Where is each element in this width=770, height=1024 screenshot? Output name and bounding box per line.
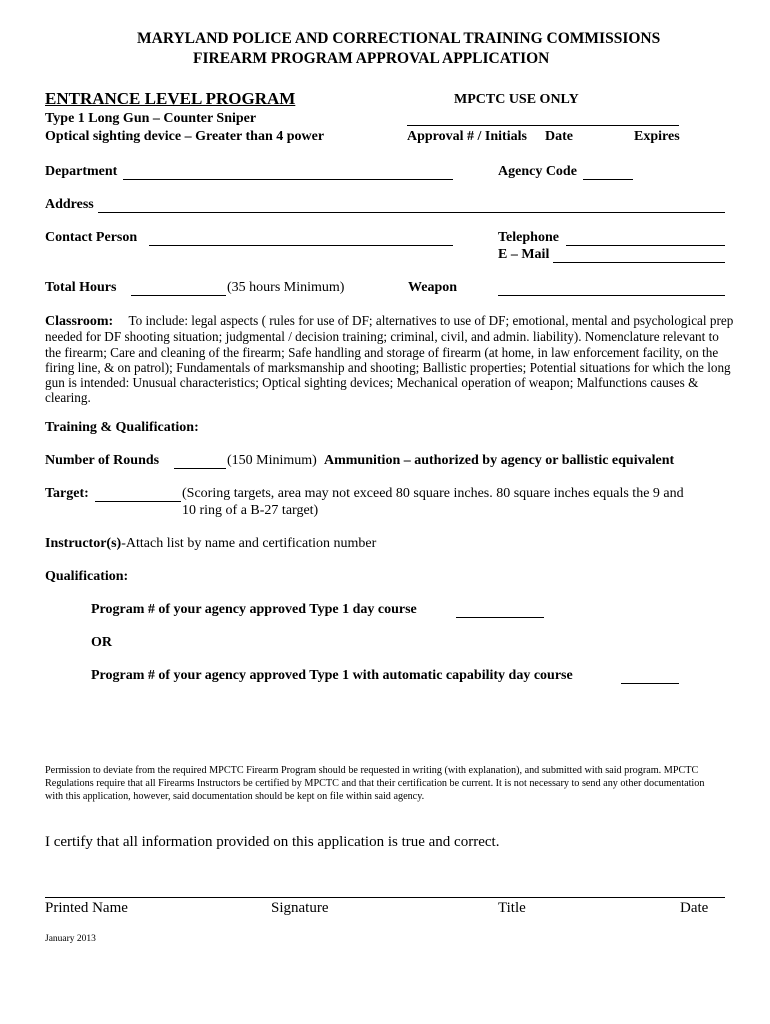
agency-code-label: Agency Code [498,164,577,179]
classroom-label: Classroom: [45,314,114,329]
agency-code-field[interactable] [583,179,633,180]
contact-person-label: Contact Person [45,230,138,245]
target-field[interactable] [95,501,181,502]
header-line-1: MARYLAND POLICE AND CORRECTIONAL TRAINING COMMISSIONS [137,30,661,47]
instructor-text: -Attach list by name and certification number [121,536,377,551]
contact-person-field[interactable] [149,245,453,246]
target-description-1: (Scoring targets, area may not exceed 80 square inches. 80 square inches equals the 9 and [182,486,684,501]
signature-line[interactable] [45,897,725,898]
signature-label: Signature [271,900,329,916]
weapon-field[interactable] [498,295,725,296]
training-qualification-heading: Training & Qualification: [45,420,199,435]
qualification-option-1: Program # of your agency approved Type 1 day course [91,602,417,617]
certify-statement: I certify that all information provided on this application is true and correct. [45,834,500,850]
total-hours-label: Total Hours [45,280,117,295]
program-title: ENTRANCE LEVEL PROGRAM [45,89,296,108]
qualification-option-2-field[interactable] [621,683,679,684]
instructor-label: Instructor(s) [45,536,122,551]
mpctc-date-label: Date [545,129,573,144]
instructor-line [45,536,376,552]
address-field[interactable] [98,212,725,213]
total-hours-field[interactable] [131,295,226,296]
department-label: Department [45,164,118,179]
header-line-2: FIREARM PROGRAM APPROVAL APPLICATION [193,50,550,67]
department-field[interactable] [123,179,453,180]
qualification-option-2: Program # of your agency approved Type 1 with automatic capability day course [91,668,573,683]
classroom-section [45,313,735,406]
mpctc-use-only-label: MPCTC USE ONLY [454,92,579,107]
number-of-rounds-label: Number of Rounds [45,453,160,468]
mpctc-approval-label: Approval # / Initials [407,129,527,144]
ammunition-text: Ammunition – authorized by agency or ballistic equivalent [324,453,675,468]
address-label: Address [45,197,94,212]
email-field[interactable] [553,262,725,263]
mpctc-approval-line[interactable] [407,125,679,126]
classroom-text: To include: legal aspects ( rules for use of DF; alternatives to use of DF; emotional, mental and psychological prep needed for DF shooting situation; judgmental / decision training; criminal, civil, and admin. liability). Nomenclature relevant to the firearm; Care and cleaning of the firearm; Safe handling and storage of firearm (at home, in law enforcement facility, on the firing line, & on patrol); Fundamentals of marksmanship and shooting; Ballistic properties; Potential situations for which the long gun is intended: Unusual characteristics; Optical sighting devices; Mechanical operation of weapon; Malfunctions causes & clearing. [45,313,734,406]
permission-note: Permission to deviate from the required MPCTC Firearm Program should be requested in writing (with explanation), and submitted with said program. MPCTC Regulations require that all Firearms Instructors be certified by MPCTC and that their certification be current. It is not necessary to send any other documentation with this application, however, said documentation should be kept on file within said agency. [45,765,705,802]
footer-date: January 2013 [45,934,96,944]
email-label: E – Mail [498,247,550,262]
date-label: Date [680,900,709,916]
printed-name-label: Printed Name [45,900,128,916]
rounds-minimum: (150 Minimum) [227,453,317,468]
qualification-or: OR [91,635,112,650]
weapon-label: Weapon [408,280,458,295]
telephone-label: Telephone [498,230,559,245]
mpctc-expires-label: Expires [634,129,680,144]
target-description-2: 10 ring of a B-27 target) [182,503,319,518]
qualification-option-1-field[interactable] [456,617,544,618]
total-hours-minimum: (35 hours Minimum) [227,280,345,295]
program-type: Type 1 Long Gun – Counter Sniper [45,111,257,126]
telephone-field[interactable] [566,245,725,246]
title-label: Title [498,900,526,916]
target-label: Target: [45,486,89,501]
program-sighting: Optical sighting device – Greater than 4 power [45,129,325,144]
qualification-heading: Qualification: [45,569,129,584]
number-of-rounds-field[interactable] [174,468,226,469]
